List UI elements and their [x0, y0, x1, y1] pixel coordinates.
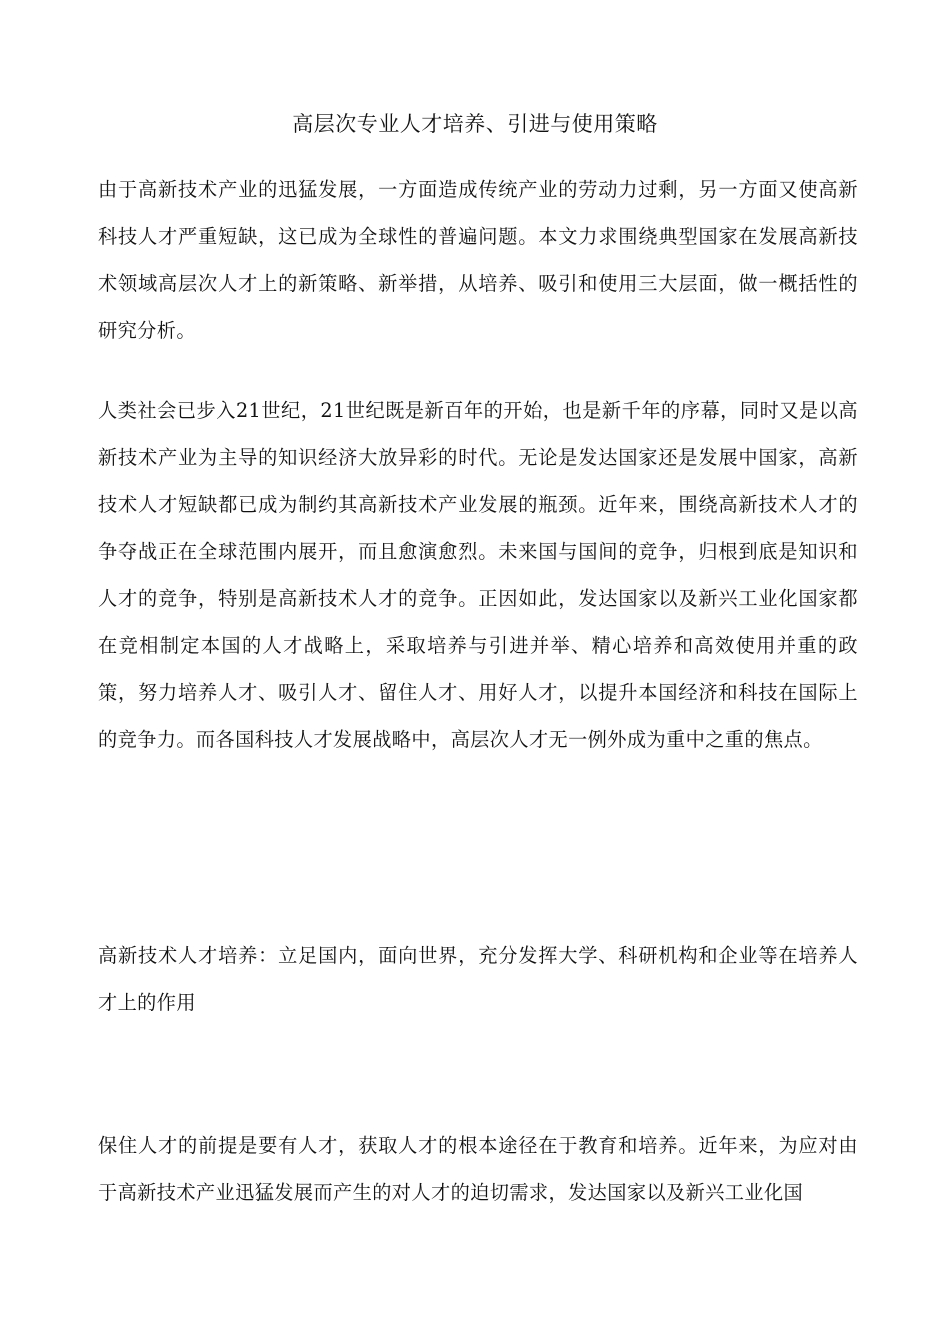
- section-heading: 高新技术人才培养：立足国内，面向世界，充分发挥大学、科研机构和企业等在培养人才上的作用: [98, 944, 858, 1014]
- intro-paragraph: 由于高新技术产业的迅猛发展，一方面造成传统产业的劳动力过剩，另一方面又使高新科技人才严重短缺，这已成为全球性的普遍问题。本文力求围绕典型国家在发展高新技术领域高层次人才上的新策略、新举措，从培养、吸引和使用三大层面，做一概括性的研究分析。: [98, 178, 858, 342]
- document-title: 高层次专业人才培养、引进与使用策略: [292, 112, 658, 136]
- background-paragraph: 人类社会已步入21世纪，21世纪既是新百年的开始，也是新千年的序幕，同时又是以高新技术产业为主导的知识经济大放异彩的时代。无论是发达国家还是发展中国家，高新技术人才短缺都已成为制约其高新技术产业发展的瓶颈。近年来，围绕高新技术人才的争夺战正在全球范围内展开，而且愈演愈烈。未来国与国间的竞争，归根到底是知识和人才的竞争，特别是高新技术人才的竞争。正因如此，发达国家以及新兴工业化国家都在竞相制定本国的人才战略上，采取培养与引进并举、精心培养和高效使用并重的政策，努力培养人才、吸引人才、留住人才、用好人才，以提升本国经济和科技在国际上的竞争力。而各国科技人才发展战略中，高层次人才无一例外成为重中之重的焦点。: [98, 399, 858, 751]
- section-paragraph: 保住人才的前提是要有人才，获取人才的根本途径在于教育和培养。近年来，为应对由于高新技术产业迅猛发展而产生的对人才的迫切需求，发达国家以及新兴工业化国: [98, 1134, 858, 1204]
